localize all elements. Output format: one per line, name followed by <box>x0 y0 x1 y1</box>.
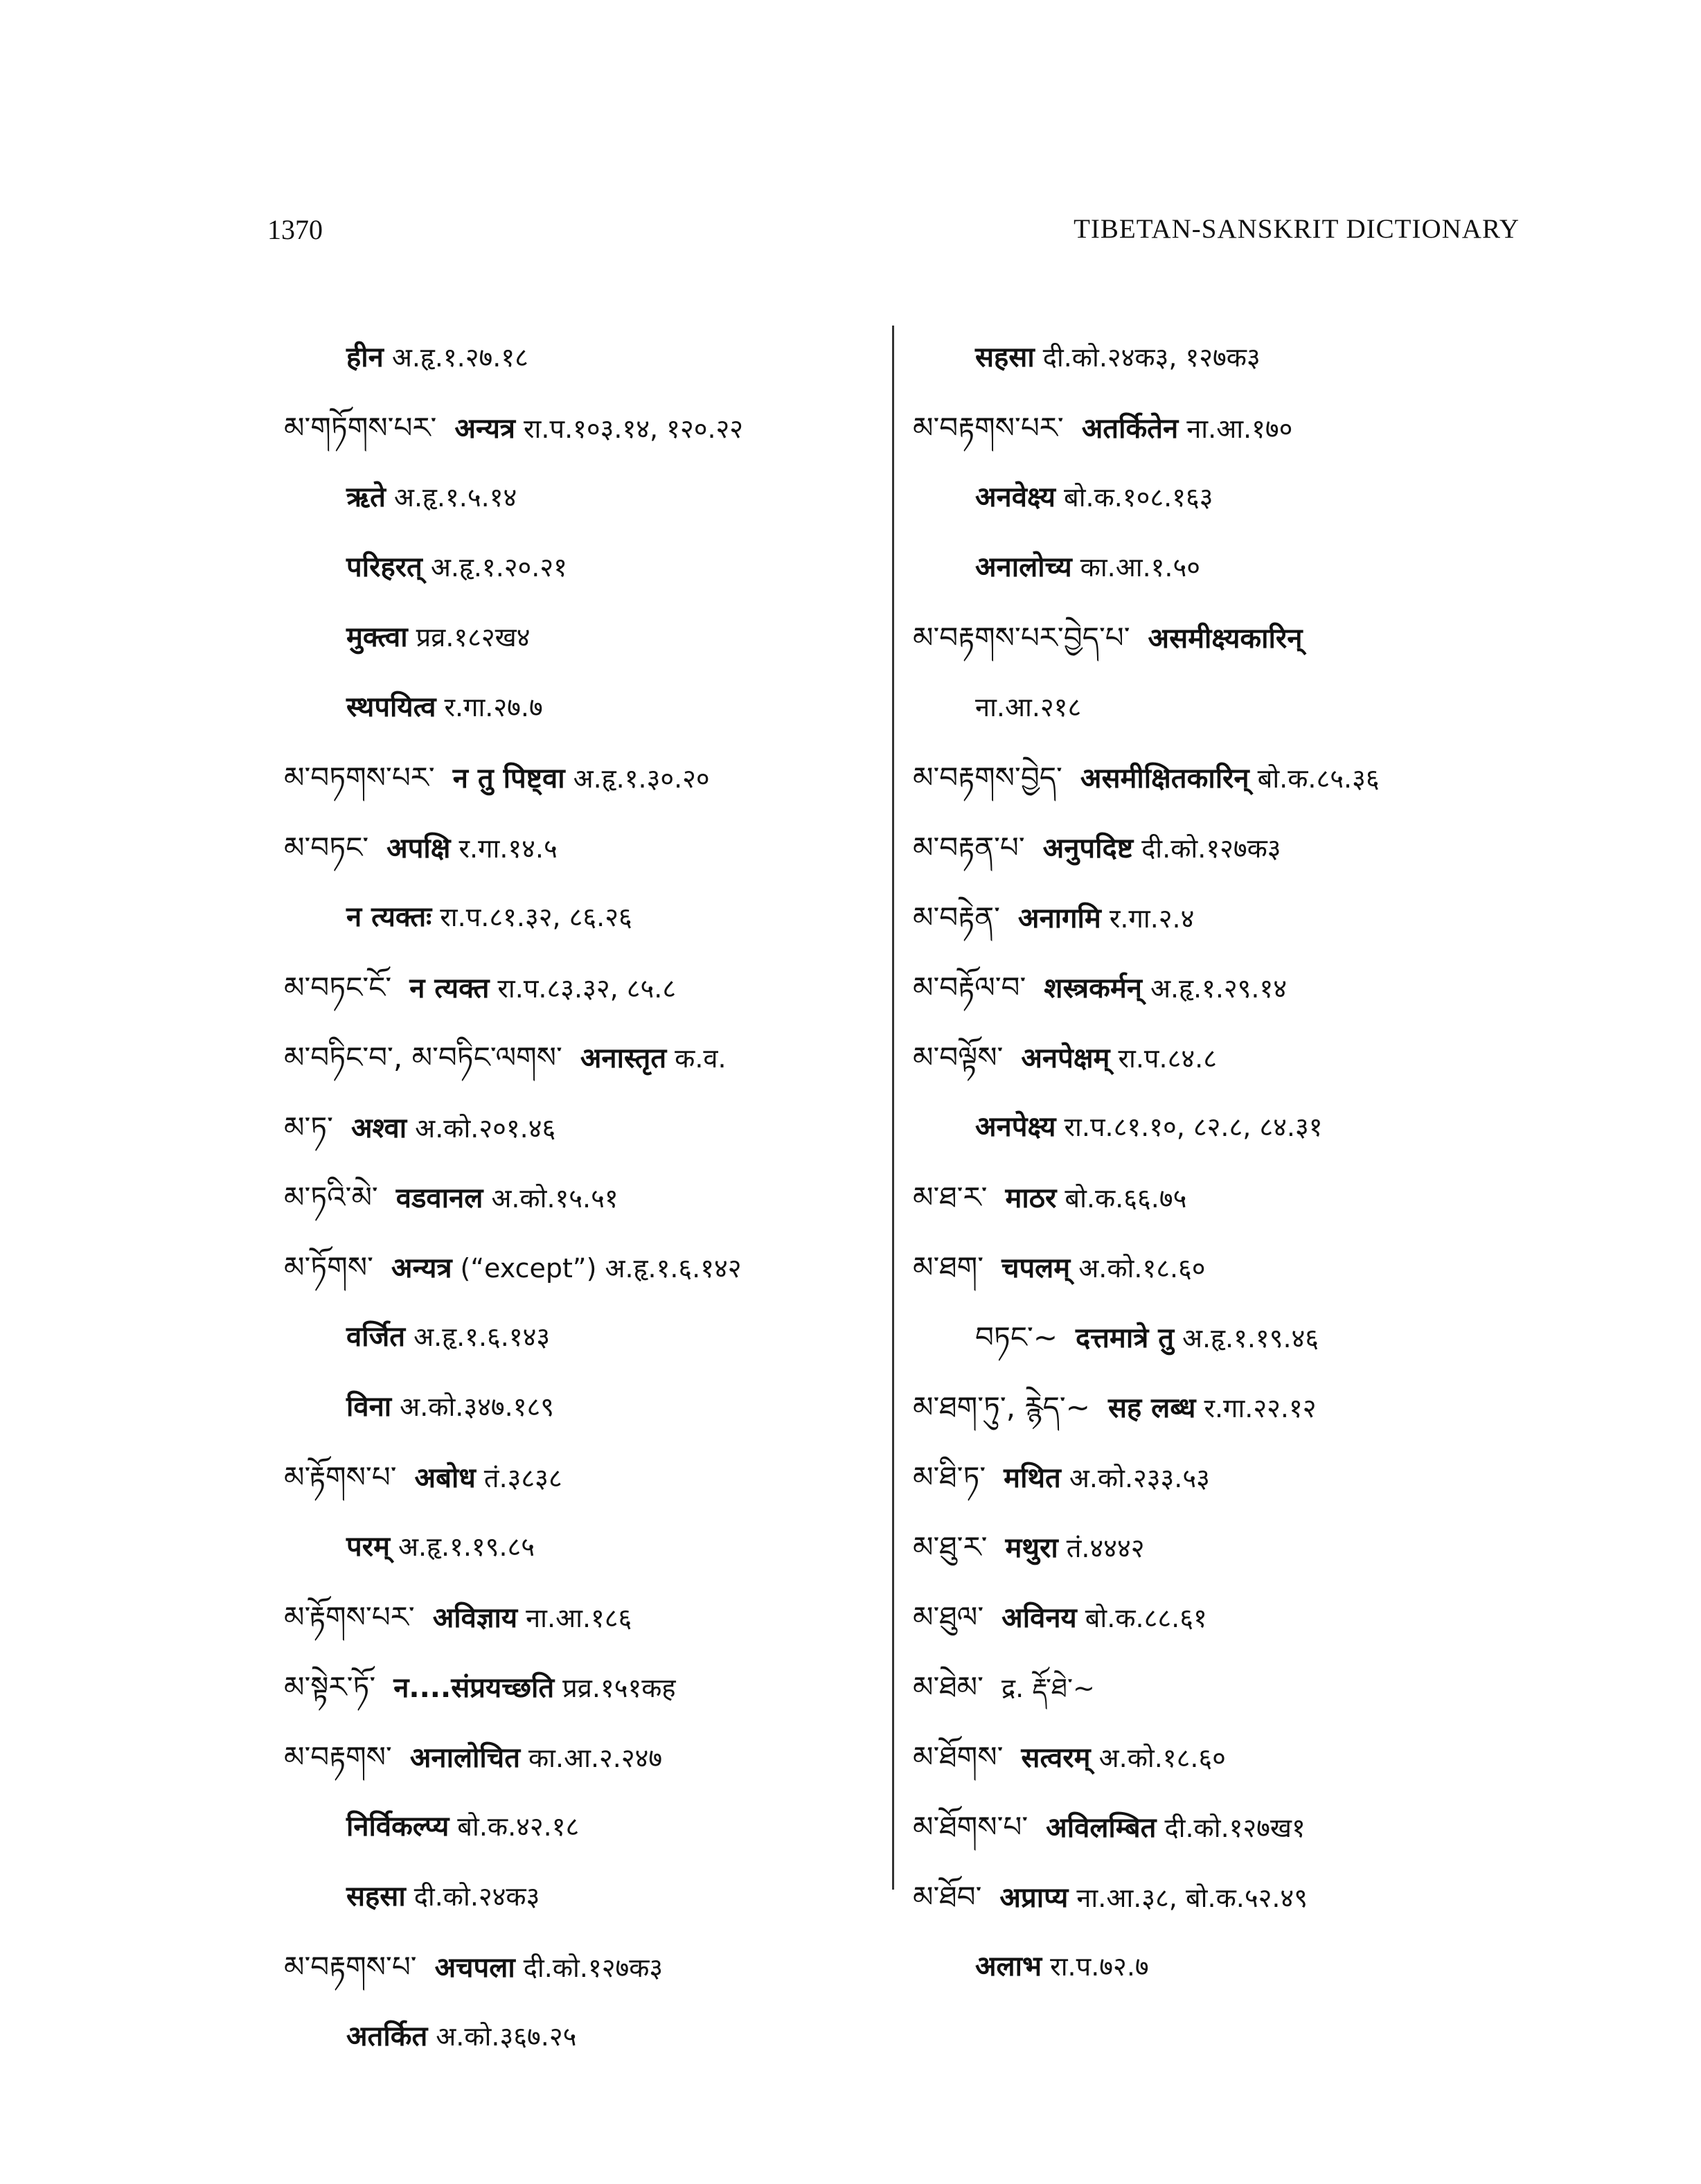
sanskrit-term: परम् <box>346 1531 390 1563</box>
sanskrit-term: अश्वा <box>350 1112 407 1144</box>
sanskrit-term: अन्यत्र <box>391 1252 452 1284</box>
source-reference: ना.आ.१७० <box>1186 414 1293 444</box>
entry-sub-line <box>913 463 1536 533</box>
source-reference: र.गा.१४.५ <box>458 833 558 864</box>
source-reference: अ.को.१८.६० <box>1098 1743 1226 1773</box>
source-reference: रा.प.८१.१०, ८२.८, ८४.३१ <box>1064 1112 1323 1142</box>
entry-headword-line <box>284 813 887 882</box>
sanskrit-term: न त्यक्त <box>409 973 490 1004</box>
source-reference: बो.क.८८.६१ <box>1085 1603 1207 1633</box>
sanskrit-term: अनालोच्य <box>975 551 1072 583</box>
entry-headword-line <box>284 1232 887 1302</box>
source-reference: दी.को.१२७क३ <box>523 1953 664 1983</box>
sanskrit-term: अलाभ <box>975 1951 1042 1982</box>
sanskrit-term: अविनय <box>1001 1602 1077 1634</box>
source-reference: अ.हृ.१.२९.१४ <box>1150 973 1288 1004</box>
entry-headword-line <box>284 1722 887 1792</box>
source-reference: दी.को.२४क३ <box>413 1881 540 1912</box>
tibetan-term: མ་ཐོབ་ <box>913 1880 982 1914</box>
tibetan-term: མ་བཏང་ངོ་ <box>284 970 392 1004</box>
tibetan-term: མ་ཐུལ་ <box>913 1600 984 1634</box>
source-reference: बो.क.१०८.१६३ <box>1064 482 1213 513</box>
tibetan-term: མ་བརྟོལ་བ་ <box>913 970 1026 1004</box>
sanskrit-term: मुक्त्वा <box>346 621 408 653</box>
sanskrit-term: अनपेक्ष्य <box>975 1111 1056 1143</box>
entry-headword-line <box>913 1442 1536 1512</box>
entry-headword-line <box>913 1652 1536 1722</box>
source-reference: र.गा.२.४ <box>1109 903 1195 934</box>
sanskrit-term: अनवेक्ष्य <box>975 481 1056 513</box>
source-reference: अ.को.२३३.५३ <box>1069 1463 1210 1493</box>
entry-sub-line <box>913 673 1536 743</box>
tibetan-term: མ་བཏགས་པར་ <box>284 761 435 794</box>
sanskrit-term: अपक्षि <box>386 833 451 864</box>
tibetan-term: མ་བརྟགས་པར་ <box>913 411 1064 445</box>
source-reference: का.आ.१.५० <box>1080 552 1201 583</box>
sanskrit-term: मथुरा <box>1005 1532 1058 1564</box>
sanskrit-term: अविलम्बित <box>1046 1812 1157 1844</box>
sanskrit-term: सत्वरम् <box>1021 1742 1091 1774</box>
sanskrit-term: अचपला <box>434 1952 515 1984</box>
entry-headword-line <box>913 1162 1536 1232</box>
tibetan-term: མ་ཐོགས་ <box>913 1740 1004 1774</box>
sanskrit-term: न त्यक्तः <box>346 901 432 933</box>
source-reference: अ.हृ.१.१९.८५ <box>398 1532 535 1562</box>
sanskrit-term: परिहरत् <box>346 551 422 583</box>
source-reference: बो.क.६६.७५ <box>1065 1183 1187 1214</box>
sanskrit-term: असमीक्षितकारिन् <box>1080 763 1249 794</box>
entry-sub-line <box>284 1302 887 1372</box>
source-reference: रा.प.८३.३२, ८५.८ <box>497 973 677 1004</box>
entry-sub-line <box>284 673 887 743</box>
sanskrit-term: अनपेक्षम् <box>1021 1042 1110 1074</box>
source-reference: अ.हृ.१.१९.४६ <box>1182 1323 1319 1353</box>
source-reference: र.गा.२२.१२ <box>1204 1393 1317 1423</box>
entry-sub-line <box>913 1302 1536 1372</box>
source-reference: र.गा.२७.७ <box>444 692 543 722</box>
sanskrit-term: शस्त्रकर्मन् <box>1044 973 1142 1004</box>
sanskrit-term: निर्विकल्प्य <box>346 1811 449 1843</box>
tibetan-term: མ་ཐག་ <box>913 1250 984 1284</box>
source-reference: दी.को.२४क३, १२७क३ <box>1042 342 1261 373</box>
source-reference: द्र. རྡོ་ཐེ་~ <box>1001 1673 1095 1703</box>
entry-sub-line <box>284 463 887 533</box>
source-reference: ना.आ.२१८ <box>975 692 1082 722</box>
source-reference: रा.प.७२.७ <box>1050 1951 1149 1982</box>
sanskrit-term: अविज्ञाय <box>432 1602 518 1634</box>
tibetan-term: མ་ཏ་ <box>284 1110 333 1144</box>
source-reference: अ.हृ.१.२७.१८ <box>391 342 528 373</box>
sanskrit-term: ऋते <box>346 481 386 513</box>
entry-headword-line <box>913 393 1536 463</box>
running-title: TIBETAN-SANSKRIT DICTIONARY <box>1074 214 1520 244</box>
source-reference: अ.को.२०१.४६ <box>415 1113 556 1144</box>
entry-sub-line <box>284 1862 887 1932</box>
entry-headword-line <box>913 1022 1536 1092</box>
tibetan-term: མ་བཏིང་བ་, མ་བཏིང་ལགས་ <box>284 1040 562 1074</box>
sanskrit-term: सहसा <box>346 1881 406 1912</box>
entry-sub-line <box>284 1512 887 1582</box>
entry-headword-line <box>284 952 887 1022</box>
source-reference: बो.क.८५.३६ <box>1257 763 1380 794</box>
entry-headword-line <box>284 393 887 463</box>
tibetan-term: མ་ཐག་ཏུ་, རྙེད་~ <box>913 1390 1090 1424</box>
source-reference: ना.आ.१८६ <box>526 1603 632 1633</box>
tibetan-term: མ་བརྟགས་པ་ <box>284 1950 417 1984</box>
entry-headword-line <box>913 1862 1536 1932</box>
sanskrit-term: अप्राप्य <box>999 1882 1069 1914</box>
entry-sub-line <box>913 1932 1536 2002</box>
sanskrit-term: सहसा <box>975 341 1035 373</box>
sanskrit-term: अन्यत्र <box>454 413 516 445</box>
entry-headword-line <box>284 1582 887 1652</box>
page-number: 1370 <box>267 214 323 245</box>
sanskrit-term: असमीक्ष्यकारिन् <box>1148 623 1303 655</box>
sanskrit-term: अनुपदिष्ट <box>1042 833 1134 864</box>
tibetan-term: མ་ཐོགས་པ་ <box>913 1810 1028 1844</box>
tibetan-term: མ་སྟེར་ཏོ་ <box>284 1670 376 1704</box>
sanskrit-term: न तु पिष्ट्वा <box>452 763 565 794</box>
tibetan-term: མ་རྟོགས་པར་ <box>284 1600 415 1634</box>
entry-headword-line <box>913 603 1536 673</box>
entry-headword-line <box>913 813 1536 882</box>
sanskrit-term: अनास्तृत <box>580 1042 667 1074</box>
tibetan-term: མ་བརྟན་པ་ <box>913 831 1025 864</box>
sanskrit-term: चपलम् <box>1001 1252 1071 1284</box>
entry-headword-line <box>284 1652 887 1722</box>
sanskrit-term: मथित <box>1004 1462 1061 1494</box>
source-reference: ना.आ.३८, बो.क.५२.४९ <box>1076 1883 1308 1913</box>
source-reference: (“except”) अ.हृ.१.६.१४२ <box>460 1253 742 1284</box>
entry-sub-line <box>284 882 887 952</box>
source-reference: दी.को.१२७ख१ <box>1164 1813 1306 1843</box>
source-reference: क.व. <box>675 1043 727 1074</box>
entry-headword-line <box>913 1512 1536 1582</box>
tibetan-term: མ་ཐེམ་ <box>913 1670 983 1704</box>
source-reference: अ.को.१८.६० <box>1078 1253 1206 1284</box>
sanskrit-term: माठर <box>1005 1182 1057 1214</box>
source-reference: अ.को.३६७.२५ <box>436 2021 577 2052</box>
entry-headword-line <box>913 743 1536 813</box>
source-reference: प्रव्र.१८२ख४ <box>416 622 531 652</box>
tibetan-term: མ་ཏོགས་ <box>284 1250 373 1284</box>
sanskrit-term: वडवानल <box>395 1182 483 1214</box>
entry-sub-line <box>284 1792 887 1862</box>
sanskrit-term: हीन <box>346 341 384 373</box>
tibetan-term: མ་བལྟོས་ <box>913 1040 1004 1074</box>
tibetan-term: མ་ཐུ་ར་ <box>913 1530 988 1564</box>
entry-headword-line <box>913 1232 1536 1302</box>
entry-headword-line <box>913 1372 1536 1442</box>
entry-sub-line <box>284 533 887 603</box>
tibetan-term: མ་ཏའི་མེ་ <box>284 1180 378 1214</box>
entry-headword-line <box>284 1442 887 1512</box>
entry-headword-line <box>913 882 1536 952</box>
tibetan-term: མ་གཏོགས་པར་ <box>284 411 437 445</box>
entry-headword-line <box>284 1162 887 1232</box>
sanskrit-term: वर्जित <box>346 1321 406 1353</box>
source-reference: रा.प.८४.८ <box>1118 1043 1217 1074</box>
column-divider <box>892 326 894 1890</box>
entry-headword-line <box>913 952 1536 1022</box>
sanskrit-term: अतर्कितेन <box>1081 413 1179 445</box>
sanskrit-term: सह लब्ध <box>1107 1392 1196 1424</box>
sanskrit-term: दत्तमात्रे तु <box>1076 1322 1174 1354</box>
entry-headword-line <box>284 1022 887 1092</box>
source-reference: अ.को.१५.५१ <box>491 1183 618 1214</box>
source-reference: बो.क.४२.१८ <box>457 1811 580 1842</box>
entry-sub-line <box>913 1092 1536 1162</box>
tibetan-term: མ་རྟོགས་པ་ <box>284 1460 397 1494</box>
sanskrit-term: अनागमि <box>1017 903 1101 934</box>
entry-headword-line <box>913 1722 1536 1792</box>
source-reference: अ.हृ.१.२०.२१ <box>430 552 567 583</box>
source-reference: का.आ.२.२४७ <box>528 1743 663 1773</box>
tibetan-term: མ་བརྟེན་ <box>913 900 1000 934</box>
page-header <box>267 213 1520 255</box>
entry-sub-line <box>913 533 1536 603</box>
entry-sub-line <box>284 603 887 673</box>
source-reference: तं.४४४२ <box>1066 1533 1145 1563</box>
entry-headword-line <box>284 743 887 813</box>
left-column <box>284 323 887 2072</box>
sanskrit-term: विना <box>346 1391 392 1423</box>
entry-headword-line <box>913 1792 1536 1862</box>
sanskrit-term: अबोध <box>414 1462 476 1494</box>
sanskrit-term: अनालोचित <box>409 1742 520 1774</box>
entry-headword-line <box>284 1092 887 1162</box>
tibetan-term: མ་བཏང་ <box>284 831 369 864</box>
source-reference: अ.हृ.१.६.१४३ <box>413 1322 551 1352</box>
source-reference: अ.हृ.१.५.१४ <box>393 482 517 513</box>
tibetan-term: མ་བརྟགས་པར་བྱེད་པ་ <box>913 621 1130 655</box>
tibetan-term: མ་ཐི་ཏ་ <box>913 1460 986 1494</box>
tibetan-term: མ་བརྟགས་ <box>284 1740 392 1774</box>
entry-sub-line <box>284 2002 887 2072</box>
sanskrit-term: न....संप्रयच्छति <box>393 1672 555 1704</box>
tibetan-term: བཏང་~ <box>975 1320 1058 1354</box>
entry-headword-line <box>913 1582 1536 1652</box>
tibetan-term: མ་བརྟགས་བྱེད་ <box>913 761 1062 794</box>
source-reference: अ.को.३४७.१८९ <box>400 1392 555 1422</box>
entry-headword-line <box>284 1932 887 2002</box>
sanskrit-term: अतर्कित <box>346 2021 428 2052</box>
entry-sub-line <box>284 323 887 393</box>
sanskrit-term: स्थपयित्व <box>346 691 436 723</box>
source-reference: रा.प.१०३.१४, १२०.२२ <box>524 414 744 444</box>
source-reference: तं.३८३८ <box>483 1463 562 1493</box>
source-reference: रा.प.८१.३२, ८६.२६ <box>440 902 632 932</box>
entry-sub-line <box>913 323 1536 393</box>
source-reference: प्रव्र.१५१कह <box>562 1673 676 1703</box>
source-reference: दी.को.१२७क३ <box>1141 833 1281 864</box>
right-column <box>913 323 1536 2002</box>
source-reference: अ.हृ.१.३०.२० <box>573 763 710 794</box>
entry-sub-line <box>284 1372 887 1442</box>
tibetan-term: མ་ཐ་ར་ <box>913 1180 988 1214</box>
